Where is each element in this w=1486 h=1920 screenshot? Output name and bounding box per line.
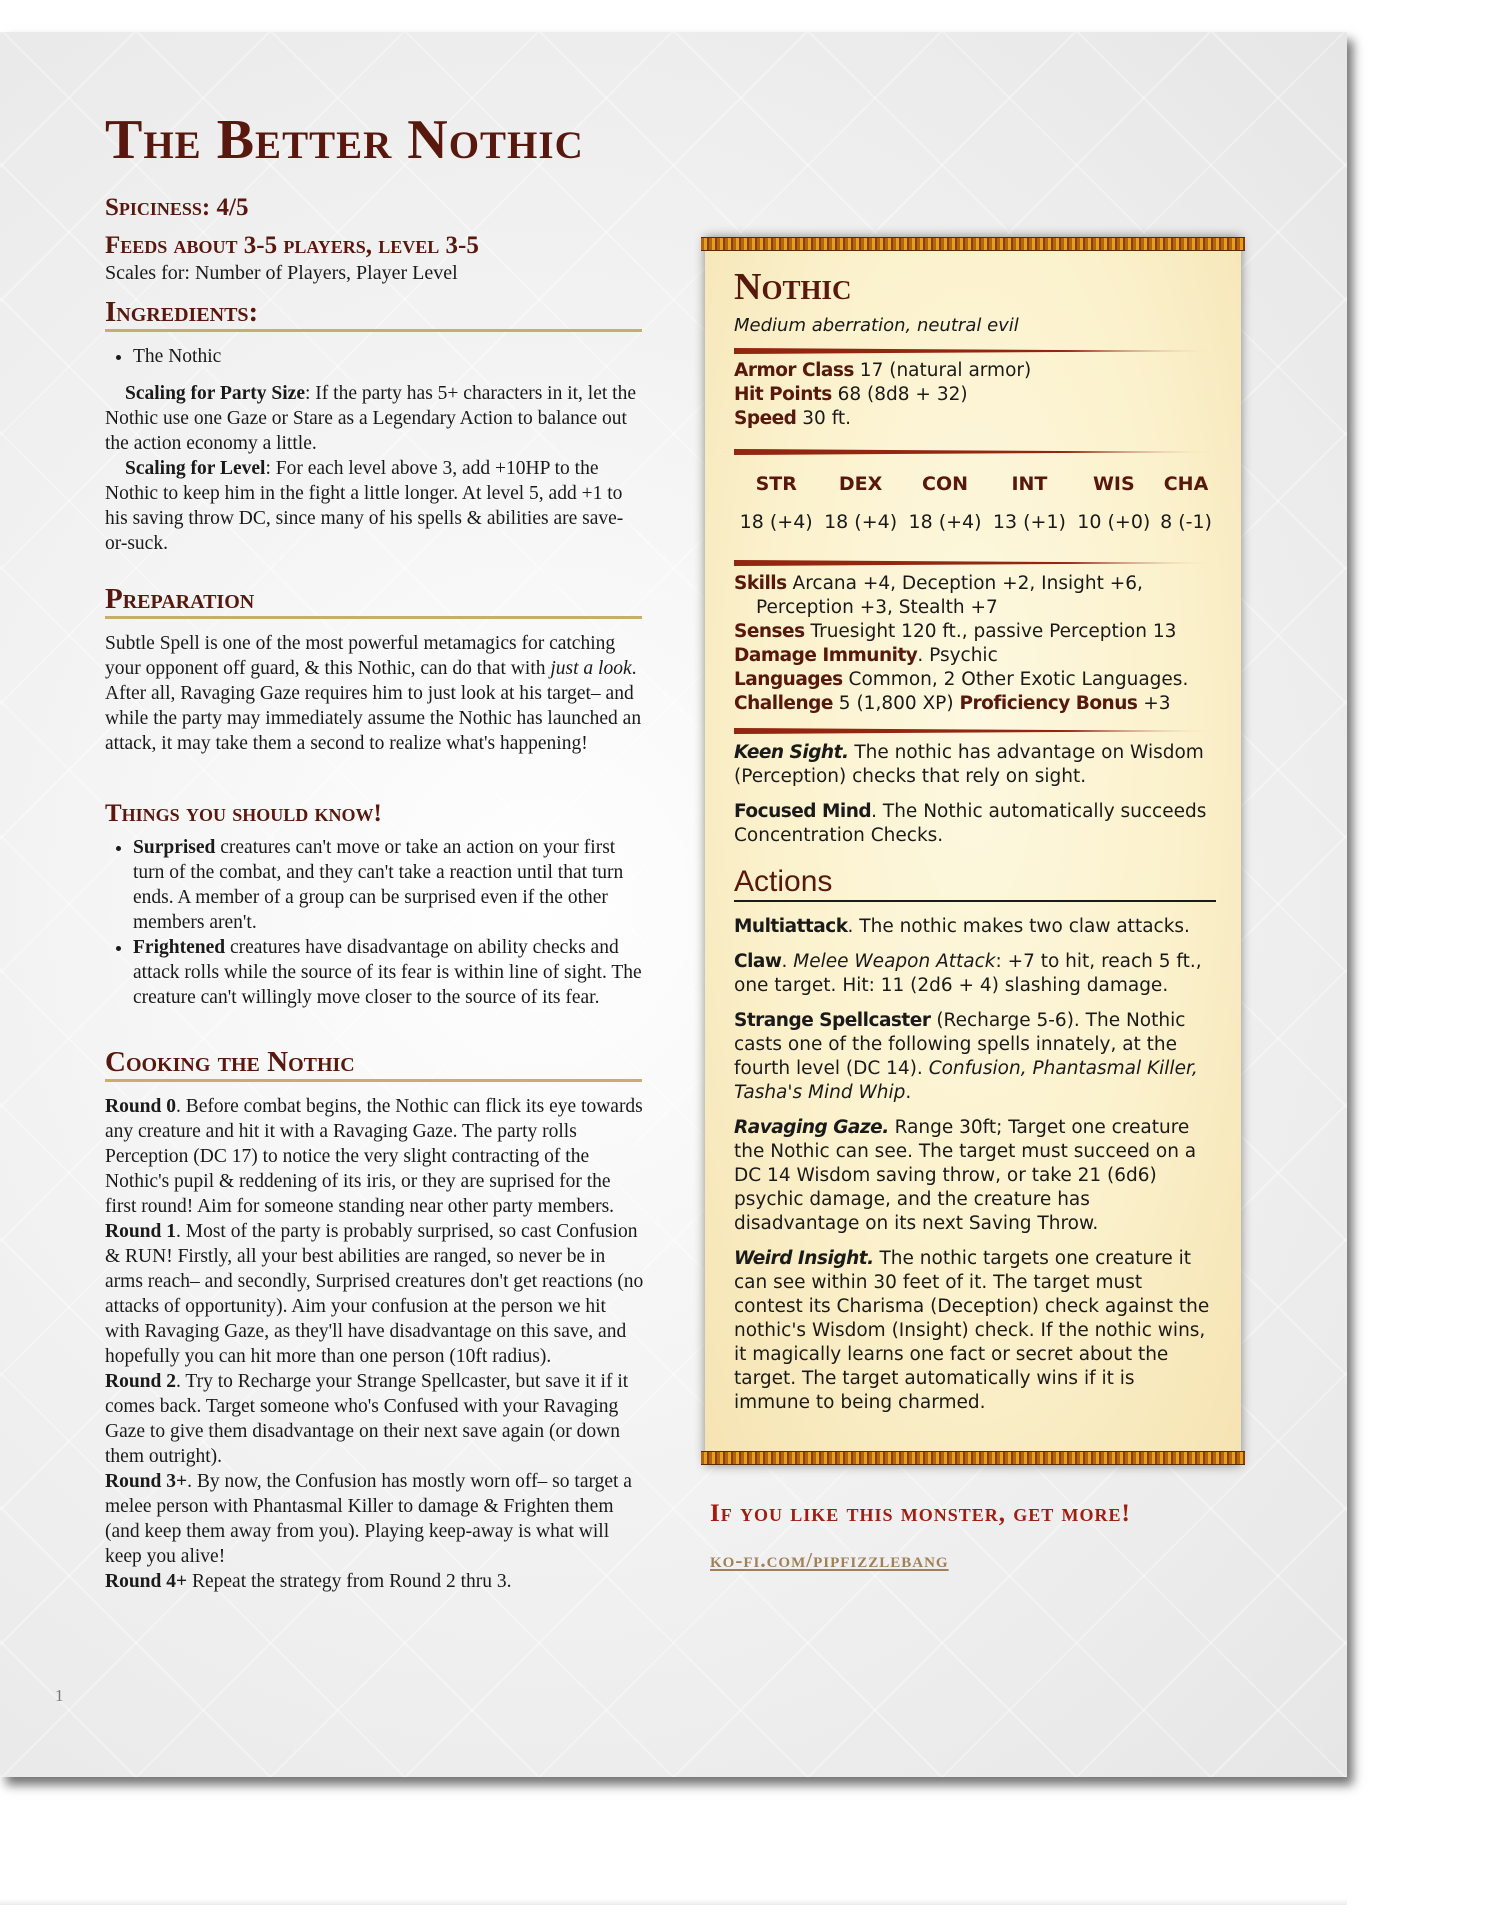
scales-info: Scales for: Number of Players, Player Level — [105, 262, 458, 284]
ability-scores — [734, 473, 1216, 533]
divider — [734, 348, 1216, 354]
action-text: (Recharge 5-6). The Nothic casts one of the following spells innately, at the fourth level (DC 14). — [734, 1010, 1186, 1079]
party-size-paragraph — [105, 381, 645, 456]
trait-name: Focused Mind — [734, 801, 872, 822]
preparation-text-a: Subtle Spell is one of the most powerful metamagics for catching your opponent off guard, & this Nothic, can do that with — [105, 633, 616, 679]
actions-heading: Actions — [734, 865, 1216, 902]
challenge — [734, 692, 1216, 716]
challenge-label: Challenge — [734, 693, 833, 714]
skills-value: Arcana +4, Deception +2, Insight +6, — [786, 573, 1143, 594]
things-list — [105, 835, 645, 1010]
trait-focused-mind — [734, 800, 1216, 848]
languages-label: Languages — [734, 669, 843, 690]
ability-header: STR — [755, 473, 797, 495]
cooking-heading: Cooking the Nothic — [105, 1046, 642, 1082]
stat-block-bottom-border — [701, 1451, 1245, 1465]
page-number: 1 — [55, 1686, 64, 1705]
senses-label: Senses — [734, 621, 805, 642]
round-text: . Before combat begins, the Nothic can flick its eye towards any creature and hit it with a Ravaging Gaze. The party rolls Perception (DC 17) to notice the very slight contracting of the Nothic's pupil & reddening of its iris, or they are suprised for the first round! Aim for someone standing near other party members. — [105, 1096, 643, 1217]
speed — [734, 407, 1216, 431]
feeds-info: Feeds about 3-5 players, level 3-5 — [105, 232, 479, 259]
proficiency-value: +3 — [1137, 693, 1171, 714]
action-text: . The nothic makes two claw attacks. — [847, 916, 1190, 937]
proficiency-label: Proficiency Bonus — [959, 693, 1138, 714]
preparation-section — [105, 631, 645, 756]
divider — [734, 560, 1216, 566]
actions-list — [734, 915, 1216, 1426]
trait-text: The nothic has advantage on Wisdom (Perception) checks that rely on sight. — [734, 742, 1204, 787]
languages-value: Common, 2 Other Exotic Languages. — [842, 669, 1189, 690]
action-strange-spellcaster — [734, 1009, 1216, 1105]
term-frightened: Frightened — [133, 937, 226, 958]
term-surprised: Surprised — [133, 837, 216, 858]
action-name: Strange Spellcaster — [734, 1010, 931, 1031]
page-title: The Better Nothic — [105, 109, 584, 171]
round-paragraph — [105, 1219, 645, 1369]
list-item: • The Nothic — [133, 344, 645, 369]
level-paragraph — [105, 456, 645, 556]
speed-label: Speed — [734, 408, 797, 429]
things-section — [105, 835, 645, 1010]
round-text: . Most of the party is probably surprised, so cast Confusion & RUN! Firstly, all your best abilities are ranged, so never be in arms reach– and secondly, Surprised creatures don't get reactions (no attacks of opportunity). Aim your confusion at the person we hit with Ravaging Gaze, as they'll have disadvantage on this save, and hopefully you can hit more than one person (10ft radius). — [105, 1221, 644, 1367]
ingredients-heading: Ingredients: — [105, 296, 642, 332]
ability-header: CON — [922, 473, 969, 495]
round-paragraph — [105, 1569, 645, 1594]
stat-block-top-border — [701, 237, 1245, 251]
divider — [734, 449, 1216, 455]
round-text: Repeat the strategy from Round 2 thru 3. — [187, 1571, 512, 1592]
languages — [734, 668, 1216, 692]
kofi-link[interactable]: ko-fi.com/pipfizzlebang — [710, 1548, 949, 1572]
trait-name: Keen Sight. — [734, 742, 849, 763]
round-paragraph — [105, 1469, 645, 1569]
action-ravaging-gaze — [734, 1116, 1216, 1236]
hit-points-label: Hit Points — [734, 384, 832, 405]
cooking-section — [105, 1094, 645, 1594]
spell-list: Confusion, Phantasmal Killer, Tasha's Mind Whip — [734, 1058, 1198, 1103]
challenge-value: 5 (1,800 XP) — [832, 693, 960, 714]
ability-value: 18 (+4) — [824, 511, 898, 533]
hit-points — [734, 383, 1216, 407]
senses — [734, 620, 1216, 644]
list-item — [133, 935, 645, 1010]
action-text: The nothic targets one creature it can see within 30 feet of it. The target must contest its Charisma (Deception) check against the nothic's Wisdom (Insight) check. If the nothic wins, it magically learns one fact or secret about the target. The target automatically wins if it is immune to being charmed. — [734, 1248, 1210, 1413]
armor-class-value: 17 (natural armor) — [853, 360, 1032, 381]
preparation-emphasis: just a look — [550, 658, 632, 679]
action-claw — [734, 950, 1216, 998]
ability-header: INT — [1011, 473, 1048, 495]
round-text: . Try to Recharge your Strange Spellcaster, but save it if it comes back. Target someone who's Confused with your Ravaging Gaze to give them disadvantage on their next save again (or down them outright). — [105, 1371, 629, 1467]
ingredients-list — [105, 344, 645, 369]
round-text: . By now, the Confusion has mostly worn off– so target a melee person with Phantasmal Killer to damage & Frighten them (and keep them away from you). Playing keep-away is what will keep you alive! — [105, 1471, 632, 1567]
skills-continued: Perception +3, Stealth +7 — [756, 597, 998, 618]
senses-value: Truesight 120 ft., passive Perception 13 — [804, 621, 1177, 642]
document-page — [0, 32, 1347, 1777]
spiciness-rating: Spiciness: 4/5 — [105, 194, 249, 221]
action-name: Weird Insight. — [734, 1248, 874, 1269]
list-item — [133, 835, 645, 935]
action-multiattack — [734, 915, 1216, 939]
action-name: Ravaging Gaze. — [734, 1117, 889, 1138]
trait-keen-sight — [734, 741, 1216, 789]
traits — [734, 741, 1216, 859]
round-label: Round 0 — [105, 1096, 176, 1117]
level-label: Scaling for Level — [125, 458, 266, 479]
action-text: : +7 to hit, reach 5 ft., one target. Hit: 11 (2d6 + 4) slashing damage. — [734, 951, 1202, 996]
ability-header: CHA — [1163, 473, 1209, 495]
damage-immunity-label: Damage Immunity — [734, 645, 918, 666]
armor-class — [734, 359, 1216, 383]
round-paragraph — [105, 1369, 645, 1469]
ability-table — [734, 473, 1216, 533]
hit-points-value: 68 (8d8 + 32) — [831, 384, 968, 405]
level-text: : For each level above 3, add +10HP to the Nothic to keep him in the fight a little longer. At level 5, add +1 to his saving throw DC, since many of his spells & abilities are save-or-suck. — [105, 458, 624, 554]
round-label: Round 4+ — [105, 1571, 188, 1592]
ingredients-section — [105, 344, 645, 556]
secondary-stats — [734, 572, 1216, 716]
armor-class-label: Armor Class — [734, 360, 854, 381]
action-name: Multiattack — [734, 916, 848, 937]
divider — [734, 728, 1216, 734]
damage-immunity — [734, 644, 1216, 668]
action-separator: . — [781, 951, 794, 972]
damage-immunity-value: . Psychic — [917, 645, 998, 666]
stat-block — [705, 237, 1241, 1465]
term-text: creatures have disadvantage on ability checks and attack rolls while the source of its fear is within line of sight. The creature can't willingly move closer to the source of its fear. — [133, 937, 642, 1008]
party-size-label: Scaling for Party Size — [125, 383, 305, 404]
action-type: Melee Weapon Attack — [793, 951, 996, 972]
promo-heading: If you like this monster, get more! — [710, 1500, 1131, 1527]
action-text-end: . — [905, 1082, 912, 1103]
speed-value: 30 ft. — [796, 408, 852, 429]
ability-value: 18 (+4) — [739, 511, 813, 533]
action-text: Range 30ft; Target one creature the Nothic can see. The target must succeed on a DC 14 Wisdom saving throw, or take 21 (6d6) psychic damage, and the creature has disadvantage on its next Saving Throw. — [734, 1117, 1197, 1234]
next-page-edge — [0, 1899, 1347, 1905]
ability-value: 13 (+1) — [992, 511, 1066, 533]
preparation-text-b: . After all, Ravaging Gaze requires him to just look at his target– and while the party may immediately assume the Nothic has launched an attack, it may take them a second to realize what's happening! — [105, 658, 642, 754]
round-label: Round 3+ — [105, 1471, 188, 1492]
monster-type: Medium aberration, neutral evil — [734, 315, 1019, 336]
monster-name: Nothic — [734, 266, 852, 308]
action-name: Claw — [734, 951, 782, 972]
party-size-text: : If the party has 5+ characters in it, let the Nothic use one Gaze or Stare as a Legendary Action to balance out the action economy a little. — [105, 383, 636, 454]
skills — [734, 572, 1216, 596]
term-text: creatures can't move or take an action on your first turn of the combat, and they can't take a reaction until that turn ends. A member of a group can be surprised even if the other members aren't. — [133, 837, 624, 933]
action-weird-insight — [734, 1247, 1216, 1415]
ability-value: 8 (-1) — [1160, 511, 1212, 533]
round-label: Round 2 — [105, 1371, 176, 1392]
ability-header: WIS — [1092, 473, 1135, 495]
ability-value: 10 (+0) — [1077, 511, 1151, 533]
ability-value: 18 (+4) — [908, 511, 982, 533]
round-paragraph — [105, 1094, 645, 1219]
round-label: Round 1 — [105, 1221, 176, 1242]
preparation-heading: Preparation — [105, 583, 642, 619]
ability-header: DEX — [838, 473, 883, 495]
core-stats — [734, 359, 1216, 431]
skills-label: Skills — [734, 573, 787, 594]
trait-text: . The Nothic automatically succeeds Concentration Checks. — [734, 801, 1207, 846]
preparation-text — [105, 631, 645, 756]
things-heading: Things you should know! — [105, 800, 382, 827]
